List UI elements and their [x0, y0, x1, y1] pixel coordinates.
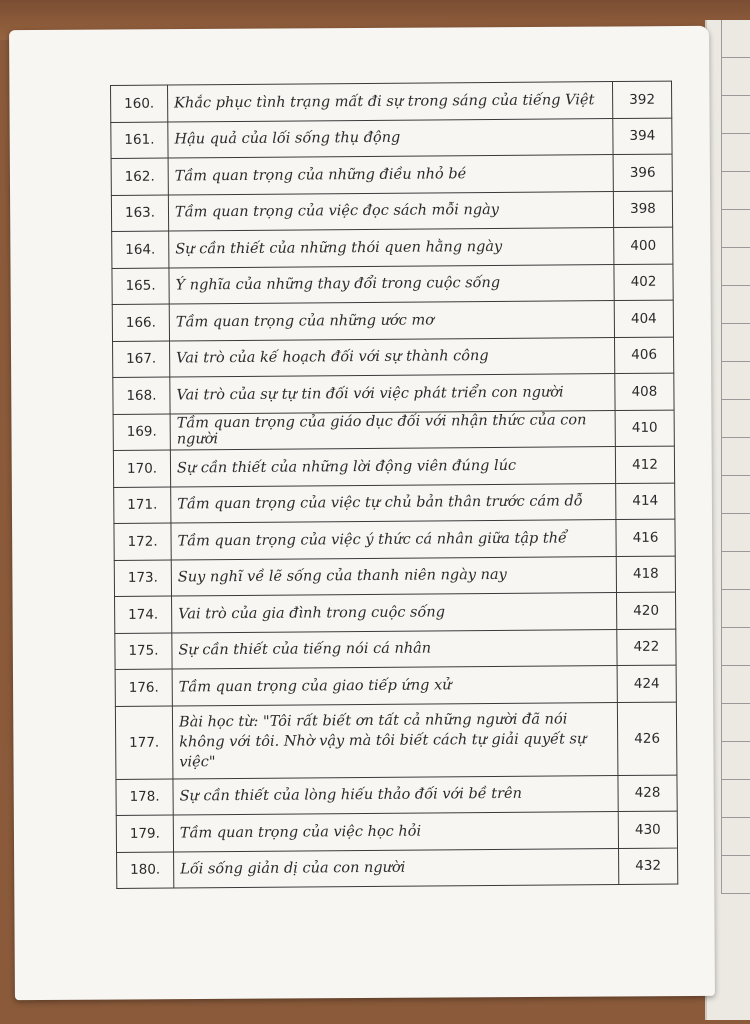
entry-title: Khắc phục tình trạng mất đi sự trong sáng của tiếng Việt [168, 82, 613, 122]
table-row [116, 775, 677, 816]
entry-number: 166. [112, 304, 169, 341]
entry-page: 424 [617, 665, 676, 702]
table-of-contents [110, 81, 678, 889]
entry-page: 402 [614, 264, 673, 301]
entry-page: 426 [617, 702, 677, 775]
table-row [111, 191, 672, 232]
table-row [114, 556, 675, 597]
entry-title: Suy nghĩ về lẽ sống của thanh niên ngày nay [171, 556, 616, 596]
entry-number: 171. [114, 487, 171, 524]
table-row [111, 118, 672, 159]
entry-title: Tầm quan trọng của giáo dục đối với nhận thức của con người [170, 410, 615, 450]
entry-number: 170. [113, 450, 170, 487]
entry-page: 392 [612, 81, 671, 118]
entry-page: 432 [619, 848, 678, 885]
table-row [113, 373, 674, 414]
entry-page: 428 [618, 775, 677, 812]
entry-number: 175. [115, 633, 172, 670]
table-row [112, 300, 673, 341]
table-row [112, 264, 673, 305]
entry-number: 160. [111, 85, 168, 122]
entry-title: Tầm quan trọng của việc học hỏi [173, 812, 618, 852]
table-row [115, 665, 676, 706]
entry-number: 180. [117, 852, 174, 889]
table-row [116, 811, 677, 852]
table-row [115, 629, 676, 670]
entry-number: 168. [113, 377, 170, 414]
table-row [114, 483, 675, 524]
table-row [113, 337, 674, 378]
toc-body [111, 81, 678, 888]
entry-title: Sự cần thiết của tiếng nói cá nhân [172, 629, 617, 669]
entry-page: 396 [613, 154, 672, 191]
entry-page: 420 [617, 592, 676, 629]
entry-page: 412 [615, 446, 674, 483]
table-row [111, 154, 672, 195]
table-row [115, 592, 676, 633]
entry-page: 400 [614, 227, 673, 264]
entry-title: Tầm quan trọng của những ước mơ [169, 301, 614, 341]
entry-title: Vai trò của gia đình trong cuộc sống [172, 593, 617, 633]
entry-title: Ý nghĩa của những thay đổi trong cuộc sống [169, 264, 614, 304]
entry-number: 172. [114, 523, 171, 560]
table-row [111, 81, 672, 122]
entry-page: 418 [616, 556, 675, 593]
entry-page: 394 [613, 118, 672, 155]
entry-number: 173. [114, 560, 171, 597]
entry-number: 177. [115, 706, 173, 779]
entry-number: 161. [111, 122, 168, 159]
entry-page: 408 [615, 373, 674, 410]
entry-number: 163. [111, 195, 168, 232]
table-row [114, 519, 675, 560]
entry-title: Tầm quan trọng của việc đọc sách mỗi ngày [168, 191, 613, 231]
entry-page: 406 [614, 337, 673, 374]
entry-title: Sự cần thiết của lòng hiếu thảo đối với bề trên [173, 775, 618, 815]
table-row [112, 227, 673, 268]
entry-number: 169. [113, 414, 170, 451]
entry-page: 398 [613, 191, 672, 228]
entry-title: Sự cần thiết của những thói quen hằng ngày [169, 228, 614, 268]
entry-page: 430 [618, 811, 677, 848]
entry-page: 410 [615, 410, 674, 447]
entry-title: Lối sống giản dị của con người [174, 848, 619, 888]
entry-page: 404 [614, 300, 673, 337]
entry-number: 176. [115, 669, 172, 706]
entry-title: Sự cần thiết của những lời động viên đúng lúc [170, 447, 615, 487]
entry-title: Vai trò của kế hoạch đối với sự thành công [170, 337, 615, 377]
entry-number: 174. [115, 596, 172, 633]
entry-title: Tầm quan trọng của những điều nhỏ bé [168, 155, 613, 195]
entry-title: Tầm quan trọng của việc tự chủ bản thân trước cám dỗ [171, 483, 616, 523]
entry-title: Vai trò của sự tự tin đối với việc phát triển con người [170, 374, 615, 414]
table-row [117, 848, 678, 889]
entry-title: Hậu quả của lối sống thụ động [168, 118, 613, 158]
entry-title: Tầm quan trọng của việc ý thức cá nhân giữa tập thể [171, 520, 616, 560]
entry-number: 164. [112, 231, 169, 268]
table-row [115, 702, 677, 779]
entry-number: 179. [116, 815, 173, 852]
entry-number: 167. [113, 341, 170, 378]
entry-page: 414 [616, 483, 675, 520]
table-row [113, 446, 674, 487]
entry-page: 416 [616, 519, 675, 556]
entry-number: 178. [116, 779, 173, 816]
entry-page: 422 [617, 629, 676, 666]
table-row [113, 410, 674, 451]
entry-number: 162. [111, 158, 168, 195]
entry-title: Bài học từ: "Tôi rất biết ơn tất cả những người đã nói không với tôi. Nhờ vậy mà tôi biết cách tự giải quyết sự việc" [172, 702, 618, 778]
entry-title: Tầm quan trọng của giao tiếp ứng xử [172, 666, 617, 706]
entry-number: 165. [112, 268, 169, 305]
